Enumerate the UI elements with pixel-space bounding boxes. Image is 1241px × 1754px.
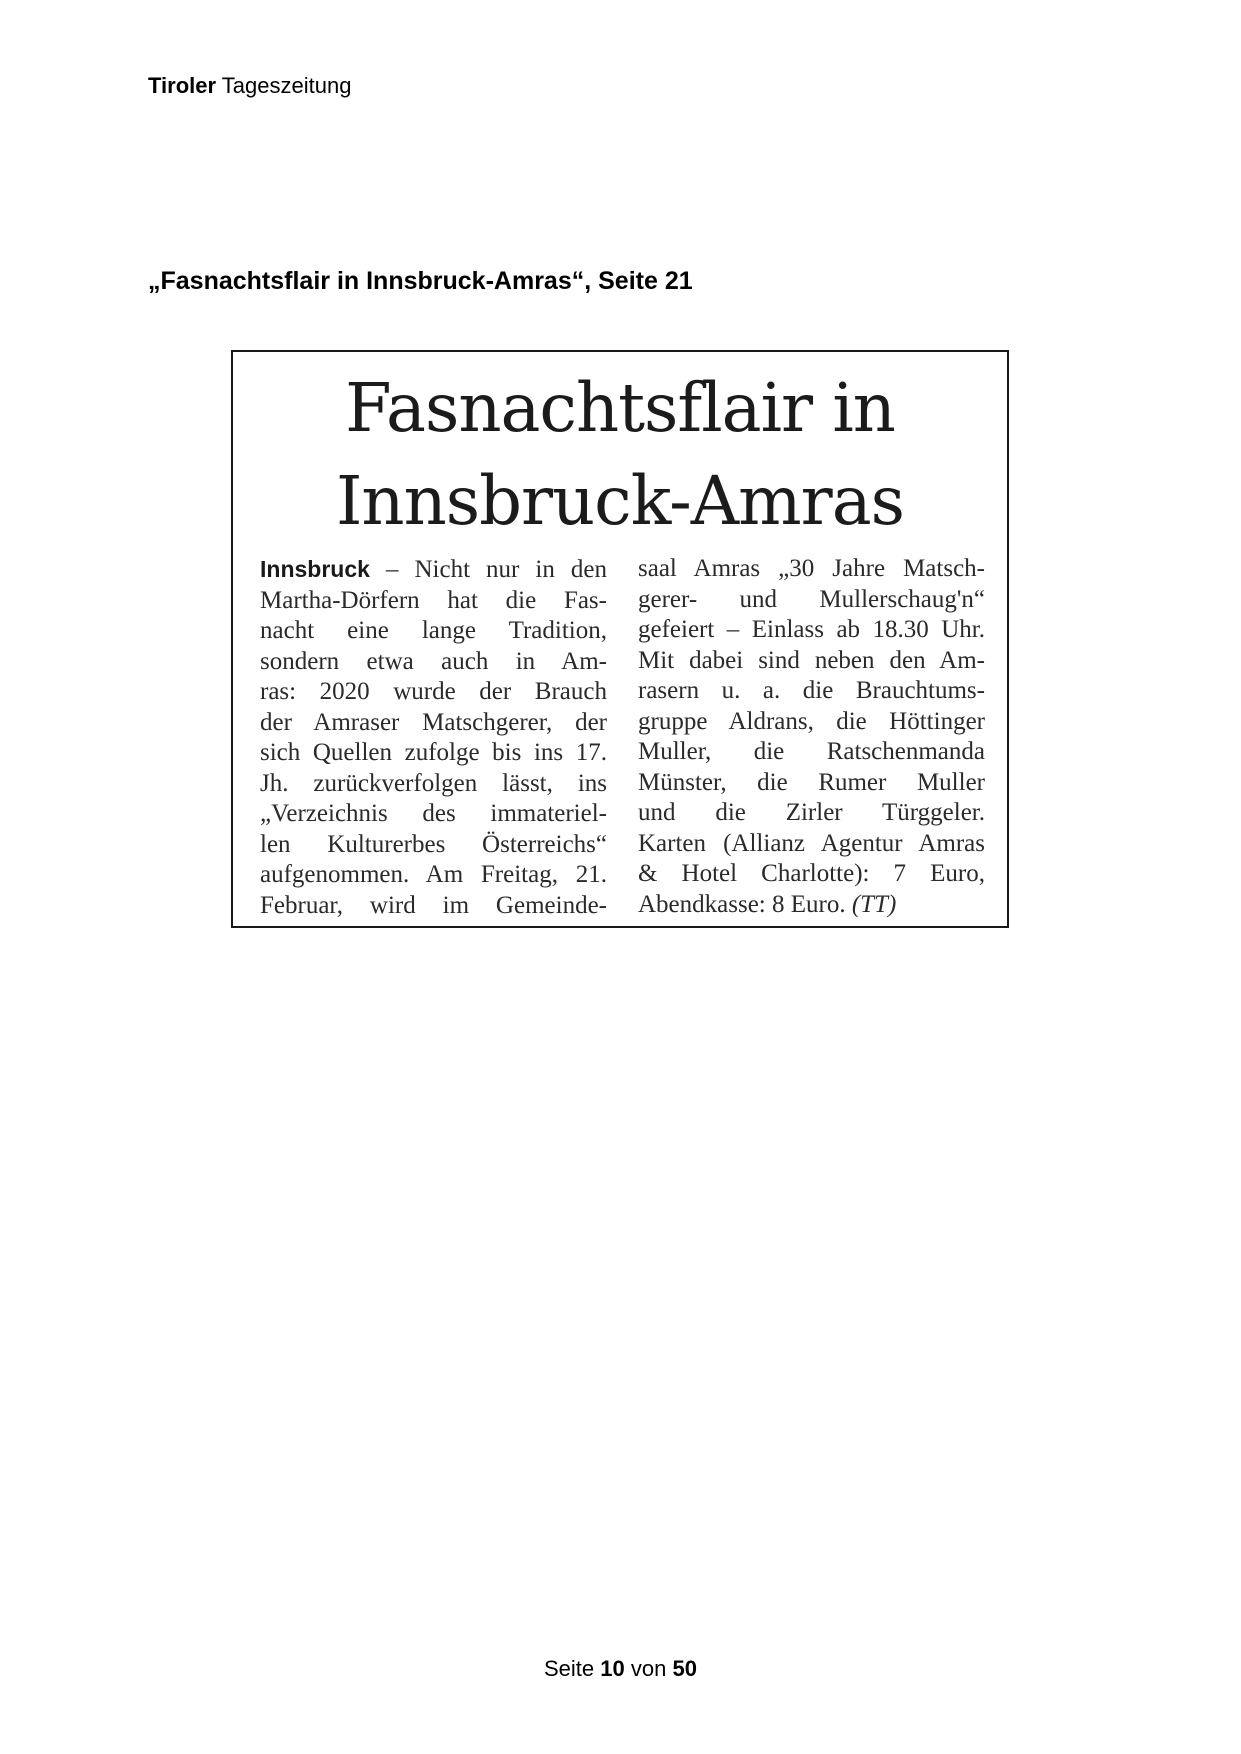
article-line: „Verzeichnis des immateriel- — [260, 800, 607, 827]
article-line: gruppe Aldrans, die Höttinger — [638, 707, 985, 735]
headline-line-1: Fasnachtsflair in — [345, 369, 895, 447]
document-title: „Fasnachtsflair in Innsbruck-Amras“, Seite 21 — [148, 267, 693, 295]
article-line: & Hotel Charlotte): 7 Euro, — [638, 860, 985, 887]
article-line: der Amraser Matschgerer, der — [260, 708, 607, 736]
current-page-number: 10 — [600, 1656, 625, 1681]
article-line — [260, 554, 607, 586]
publication-name-rest: Tageszeitung — [221, 73, 352, 98]
article-line: Jh. zurückverfolgen lässt, ins — [260, 769, 607, 797]
article-line: Karten (Allianz Agentur Amras — [638, 829, 985, 857]
article-line: und die Zirler Türggeler. — [638, 799, 985, 826]
article-line: Münster, die Rumer Muller — [638, 768, 985, 796]
article-line: Mit dabei sind neben den Am- — [638, 646, 985, 674]
publication-header — [148, 73, 351, 99]
total-page-count: 50 — [672, 1656, 697, 1681]
article-line: Februar, wird im Gemeinde- — [260, 891, 607, 919]
page-separator: von — [630, 1656, 667, 1681]
newspaper-clipping — [231, 350, 1009, 928]
article-line-text: Abendkasse: 8 Euro. — [638, 890, 852, 918]
article-source-tag: (TT) — [851, 890, 897, 918]
article-headline — [233, 362, 1007, 548]
publication-name-bold: Tiroler — [148, 73, 217, 98]
article-column-left — [260, 554, 607, 921]
article-line: Martha-Dörfern hat die Fas- — [260, 586, 607, 614]
article-line: Muller, die Ratschenmanda — [638, 738, 985, 765]
article-line: ras: 2020 wurde der Brauch — [260, 678, 607, 705]
article-line: gerer- und Mullerschaug'n“ — [638, 585, 985, 613]
article-line-text: – Nicht nur in den — [369, 556, 607, 583]
article-line: rasern u. a. die Brauchtums- — [638, 677, 985, 704]
article-line: sondern etwa auch in Am- — [260, 647, 607, 675]
page-footer — [0, 1656, 1241, 1682]
article-line: len Kulturerbes Österreichs“ — [260, 830, 607, 858]
article-line: saal Amras „30 Jahre Matsch- — [638, 555, 985, 582]
article-line: aufgenommen. Am Freitag, 21. — [260, 861, 607, 888]
page-label: Seite — [544, 1656, 595, 1681]
article-line: sich Quellen zufolge bis ins 17. — [260, 739, 607, 766]
article-column-right — [638, 554, 985, 920]
headline-line-2: Innsbruck-Amras — [335, 462, 905, 540]
article-line: gefeiert – Einlass ab 18.30 Uhr. — [638, 616, 985, 643]
article-line: nacht eine lange Tradition, — [260, 617, 607, 644]
article-dateline: Innsbruck — [260, 556, 370, 582]
article-line — [638, 890, 985, 921]
